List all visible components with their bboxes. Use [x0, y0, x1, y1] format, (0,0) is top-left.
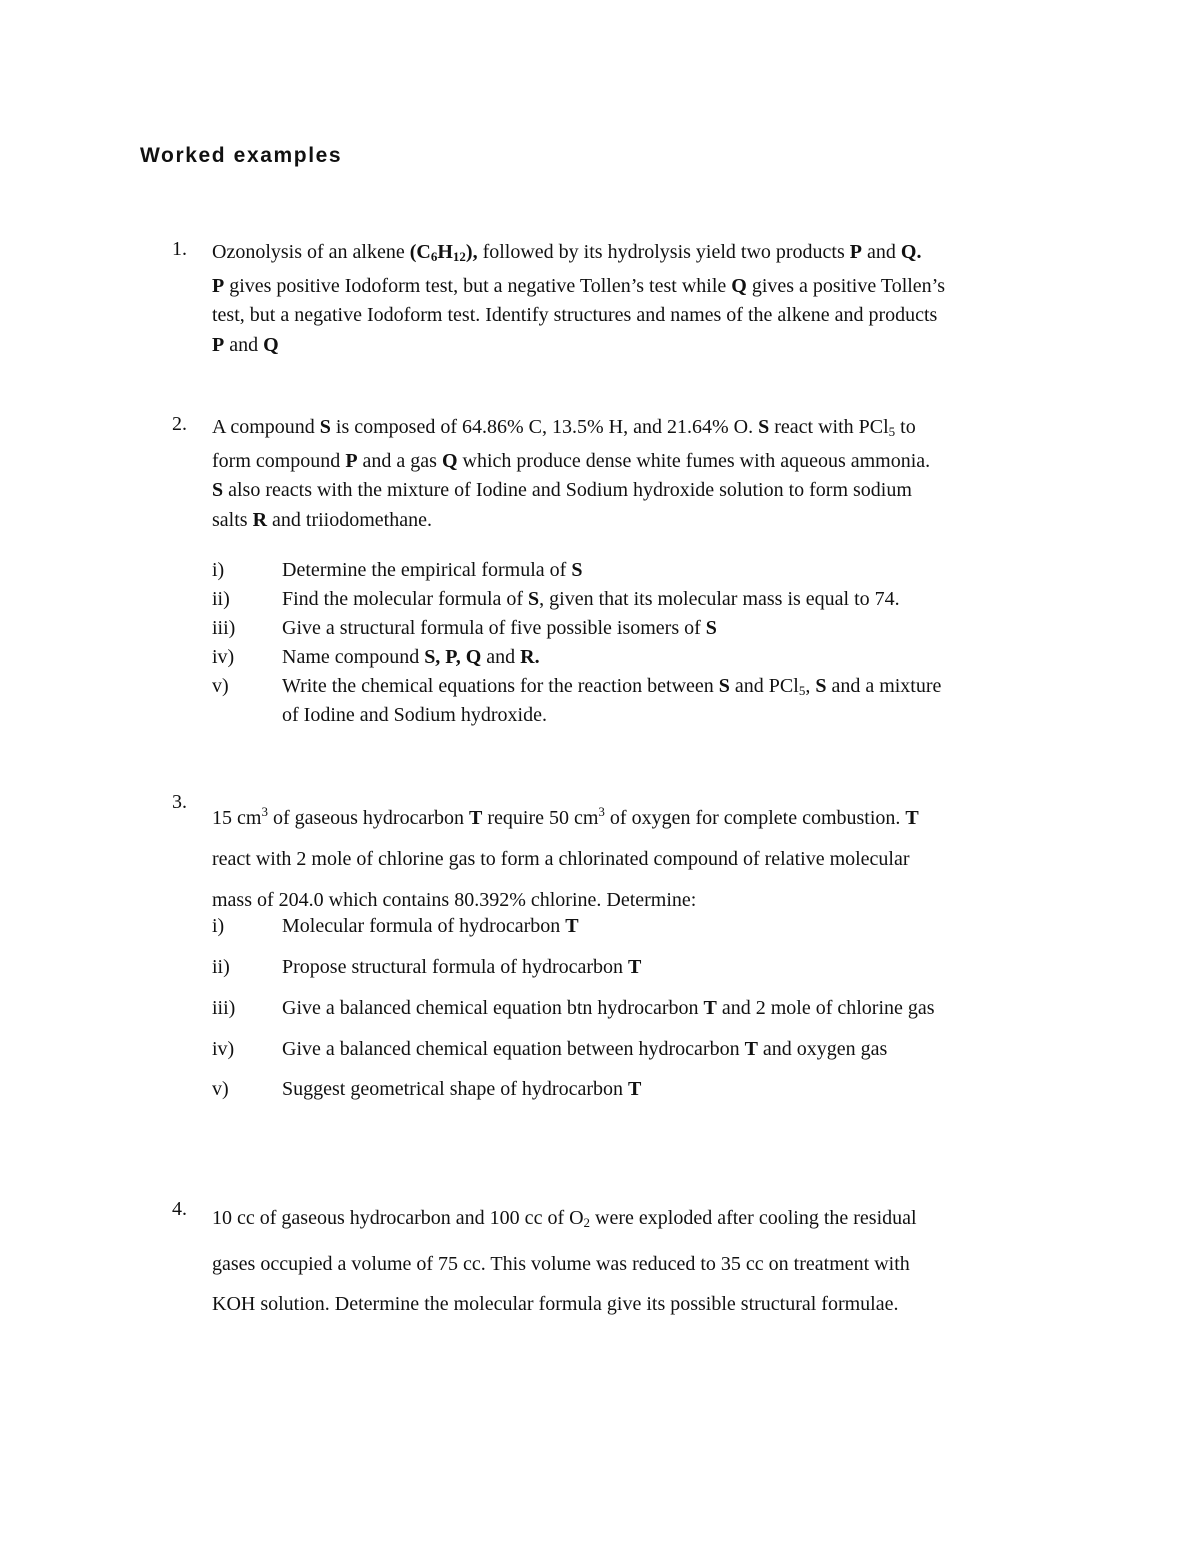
subpart-label: v) [212, 675, 229, 697]
text-line: form compound P and a gas Q which produce dense white fumes with aqueous ammonia. [212, 449, 931, 472]
question-number: 3. [172, 791, 187, 813]
subpart-label: iv) [212, 646, 235, 668]
subpart-label: iii) [212, 997, 236, 1019]
text-line: test, but a negative Iodoform test. Identify structures and names of the alkene and products [212, 304, 938, 326]
text-line: S also reacts with the mixture of Iodine and Sodium hydroxide solution to form sodium [212, 479, 912, 501]
subpart-text: Give a balanced chemical equation btn hydrocarbon T and 2 mole of chlorine gas [282, 997, 935, 1019]
text-line: react with 2 mole of chlorine gas to form a chlorinated compound of relative molecular [212, 848, 910, 870]
question-text [212, 1198, 1062, 1325]
subpart-text: Write the chemical equations for the reaction between S and PCl$_5$, S and a mixture [282, 675, 942, 698]
text-line: gases occupied a volume of 75 cc. This volume was reduced to 35 cc on treatment with [212, 1252, 910, 1275]
text-line: KOH solution. Determine the molecular formula give its possible structural formulae. [212, 1293, 899, 1315]
subpart-text: Determine the empirical formula of S [282, 559, 583, 581]
subpart-text: Find the molecular formula of S, given that its molecular mass is equal to 74. [282, 588, 900, 610]
subpart-label: iii) [212, 617, 236, 639]
text-line: mass of 204.0 which contains 80.392% chlorine. Determine: [212, 889, 697, 911]
subpart-text: Give a structural formula of five possible isomers of S [282, 617, 717, 639]
subpart-text: Propose structural formula of hydrocarbon T [282, 956, 642, 978]
text-line: salts R and triiodomethane. [212, 508, 432, 531]
subpart-label: ii) [212, 588, 230, 610]
text-line: P gives positive Iodoform test, but a negative Tollen’s test while Q gives a positive Tollen’s [212, 274, 946, 297]
question-number: 1. [172, 238, 187, 260]
subpart-label: iv) [212, 1038, 235, 1060]
text-line: 10 cc of gaseous hydrocarbon and 100 cc of $O_2$ were exploded after cooling the residual [212, 1207, 917, 1230]
subpart-text: Molecular formula of hydrocarbon T [282, 915, 579, 937]
question-number: 4. [172, 1198, 187, 1220]
subpart-text: of Iodine and Sodium hydroxide. [282, 704, 547, 726]
text-line: P and Q [212, 333, 279, 356]
question-number: 2. [172, 413, 187, 435]
text-line: 15 $cm^3$ of gaseous hydrocarbon T require 50 $cm^3$ of oxygen for complete combustion. T [212, 804, 919, 829]
question-text [212, 413, 1062, 535]
question-text [212, 791, 1062, 921]
subpart-label: i) [212, 559, 225, 581]
subpart-text: Give a balanced chemical equation between hydrocarbon T and oxygen gas [282, 1038, 888, 1060]
subpart-label: v) [212, 1078, 229, 1100]
page-title: Worked examples [140, 144, 343, 167]
text-line: A compound S is composed of 64.86% C, 13.5% H, and 21.64% O. S react with PCl$_5$ to [212, 416, 916, 439]
subpart-label: ii) [212, 956, 230, 978]
subpart-text: Suggest geometrical shape of hydrocarbon T [282, 1078, 642, 1100]
question-text [212, 238, 1062, 360]
text-line: Ozonolysis of an alkene $(C_6H_{12})$, followed by its hydrolysis yield two products P and Q. [212, 241, 922, 264]
subpart-text: Name compound S, P, Q and R. [282, 646, 540, 668]
subpart-label: i) [212, 915, 225, 937]
